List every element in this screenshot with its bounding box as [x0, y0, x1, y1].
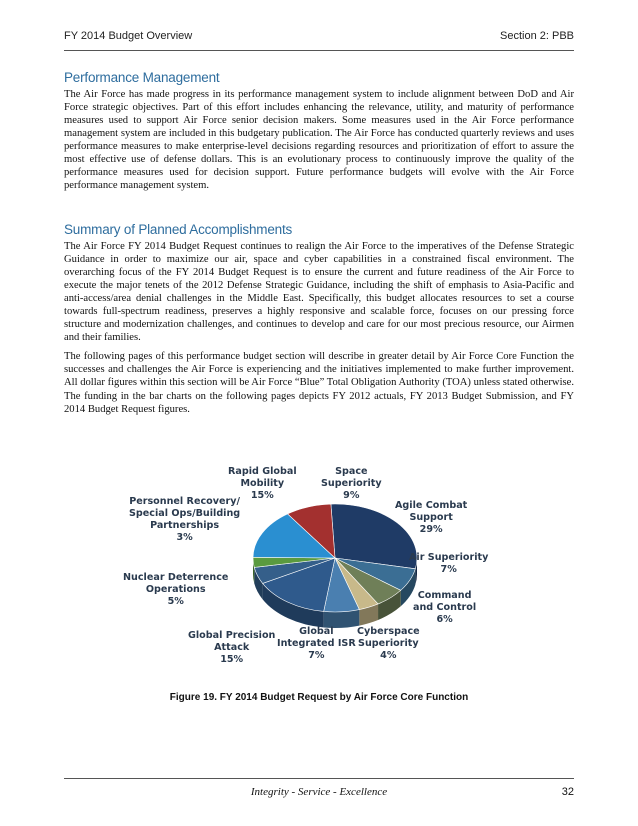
- page-header: [64, 30, 574, 46]
- label-cyberspace-superiority: Cyberspace Superiority 4%: [357, 626, 420, 661]
- label-agile-combat-support: Agile Combat Support 29%: [395, 500, 468, 535]
- section-title: Summary of Planned Accomplishments: [64, 222, 293, 237]
- label-personnel-recovery: Personnel Recovery/ Special Ops/Building Partnerships 3%: [129, 496, 241, 543]
- label-global-precision-attack: Global Precision Attack 15%: [188, 630, 276, 665]
- label-space-superiority: Space Superiority 9%: [321, 466, 382, 501]
- label-air-superiority: Air Superiority 7%: [409, 552, 489, 575]
- section-title: Performance Management: [64, 70, 220, 85]
- paragraph: The Air Force FY 2014 Budget Request continues to realign the Air Force to the imperatives of the Defense Strategic Guidance in order to maximize our air, space and cyber capabilities in a constrained fiscal environment. The overarching focus of the FY 2014 Budget Request is to ensure the current and future readiness of the Air Force to execute the major tenets of the 2012 Defense Strategic Guidance, including the shift of emphasis to Asia-Pacific and anti-access/area denial challenges in the Middle East. Specifically, this budget allocates resources to set a course towards full-spectrum readiness, preserves a highly responsive and scalable force, focuses on our pressing force structure and modernization challenges, and continues to develop and care for our most precious resource, our Airmen and their families.: [64, 241, 574, 344]
- section-performance-management: [64, 70, 574, 198]
- footer-motto: Integrity - Service - Excellence: [250, 786, 388, 798]
- section-planned-accomplishments: [64, 222, 574, 422]
- header-title: FY 2014 Budget Overview: [64, 30, 193, 42]
- page-number: 32: [561, 786, 574, 798]
- paragraph: The following pages of this performance budget section will describe in greater detail by Air Force Core Function the successes and challenges the Air Force is experiencing and the initiatives implemented to make further improvement. All dollar figures within this section will be Air Force “Blue” Total Obligation Authority (TOA) unless stated otherwise. The funding in the bar charts on the following pages depicts FY 2012 actuals, FY 2013 Budget Submission, and FY 2014 Budget Request figures.: [64, 351, 574, 415]
- pie-chart-figure: [95, 460, 555, 682]
- label-command-and-control: Command and Control 6%: [413, 590, 477, 625]
- figure-caption: Figure 19. FY 2014 Budget Request by Air Force Core Function: [169, 692, 469, 703]
- paragraph: The Air Force has made progress in its performance management system to include alignment between DoD and Air Force strategic objectives. Part of this effort includes enhancing the relevance, utility, and maturity of performance measures used to support Air Force senior decision makers. Some measures used in the Air Force performance management system are included in this budgetary publication. The Air Force has conducted quarterly reviews and uses performance measures to make enterprise-level decisions regarding resources and prioritization of effort to assure the most effective use of defense dollars. This is an evolutionary process to continuously improve the quality of the performance measures used for decision support. Future performance budgets will evolve with the Air Force performance management system.: [64, 89, 574, 192]
- page-footer: [64, 786, 574, 802]
- label-nuclear-deterrence-operations: Nuclear Deterrence Operations 5%: [123, 572, 229, 607]
- header-section: Section 2: PBB: [500, 30, 574, 42]
- label-rapid-global-mobility: Rapid Global Mobility 15%: [228, 466, 297, 501]
- header-rule: [64, 50, 574, 51]
- footer-rule: [64, 778, 574, 779]
- label-global-integrated-isr: Global Integrated ISR 7%: [277, 626, 356, 661]
